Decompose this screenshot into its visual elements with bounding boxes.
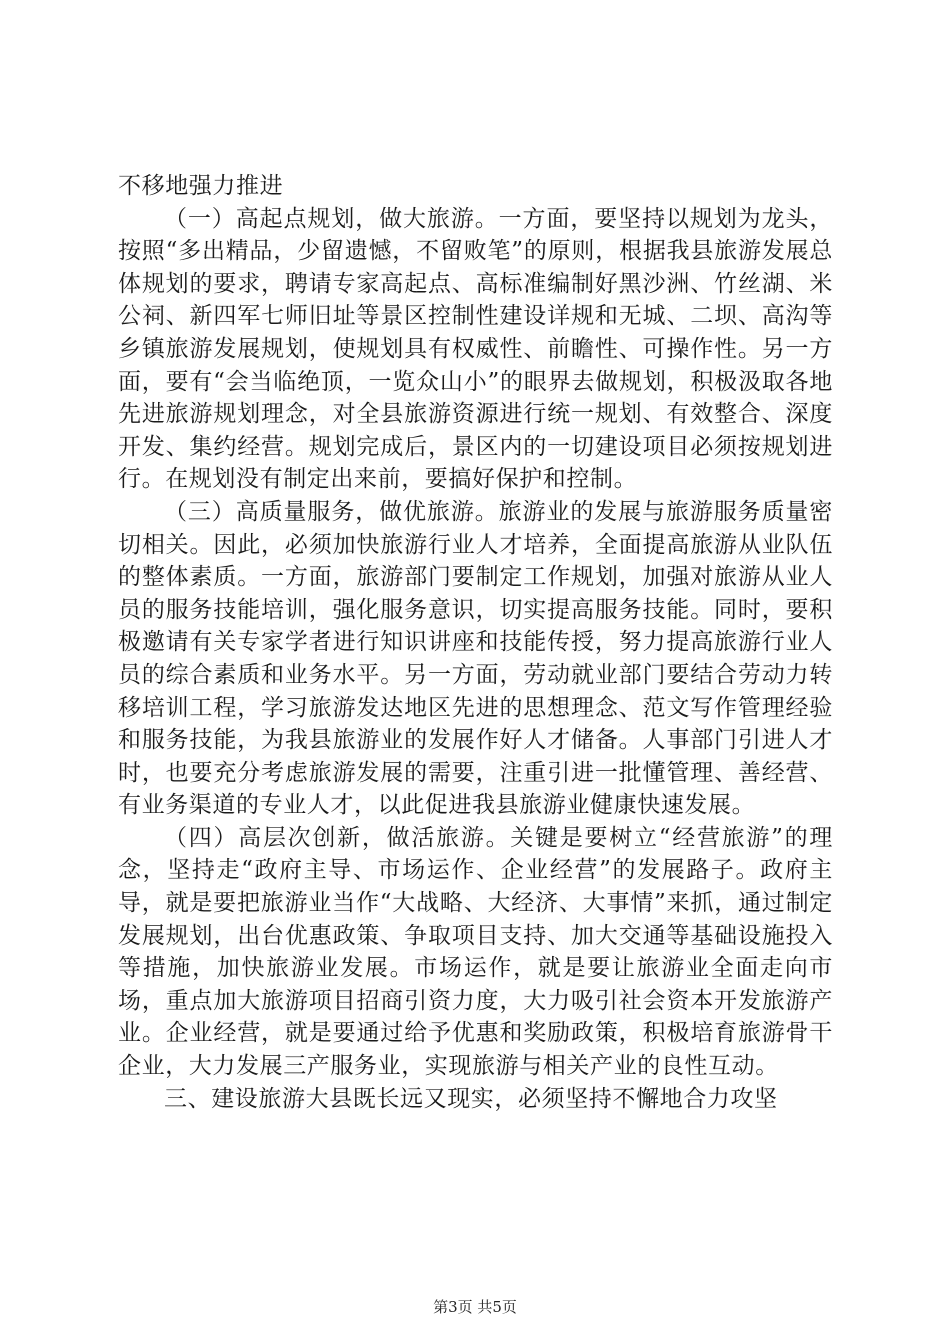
paragraph-continuation: 不移地强力推进 [118, 173, 284, 199]
paragraph-section-1: （一）高起点规划，做大旅游。一方面，要坚持以规划为龙头，按照“多出精品，少留遗憾，不留败笔”的原则，根据我县旅游发展总体规划的要求，聘请专家高起点、高标准编制好黑沙洲、竹丝湖、米公祠、新四军七师旧址等景区控制性建设详规和无城、二坝、高沟等乡镇旅游发展规划，使规划具有权威性、前瞻性、可操作性。另一方面，要有“会当临绝顶，一览众山小”的眼界去做规划，积极汲取各地先进旅游规划理念，对全县旅游资源进行统一规划、有效整合、深度开发、集约经营。规划完成后，景区内的一切建设项目必须按规划进行。在规划没有制定出来前，要搞好保护和控制。 [118, 205, 833, 493]
paragraph-section-3: （三）高质量服务，做优旅游。旅游业的发展与旅游服务质量密切相关。因此，必须加快旅游行业人才培养，全面提高旅游从业队伍的整体素质。一方面，旅游部门要制定工作规划，加强对旅游从业人员的服务技能培训，强化服务意识，切实提高服务技能。同时，要积极邀请有关专家学者进行知识讲座和技能传授，努力提高旅游行业人员的综合素质和业务水平。另一方面，劳动就业部门要结合劳动力转移培训工程，学习旅游发达地区先进的思想理念、范文写作管理经验和服务技能，为我县旅游业的发展作好人才储备。人事部门引进人才时，也要充分考虑旅游发展的需要，注重引进一批懂管理、善经营、有业务渠道的专业人才，以此促进我县旅游业健康快速发展。 [118, 498, 833, 819]
section-heading-3: 三、建设旅游大县既长远又现实，必须坚持不懈地合力攻坚 [164, 1085, 778, 1112]
page-number-label: 第3页 共5页 [433, 1298, 517, 1316]
page-footer [0, 1296, 950, 1317]
document-body [118, 170, 833, 1115]
paragraph-section-4: （四）高层次创新，做活旅游。关键是要树立“经营旅游”的理念，坚持走“政府主导、市场运作、企业经营”的发展路子。政府主导，就是要把旅游业当作“大战略、大经济、大事情”来抓，通过制定发展规划，出台优惠政策、争取项目支持、加大交通等基础设施投入等措施，加快旅游业发展。市场运作，就是要让旅游业全面走向市场，重点加大旅游项目招商引资力度，大力吸引社会资本开发旅游产业。企业经营，就是要通过给予优惠和奖励政策，积极培育旅游骨干企业，大力发展三产服务业，实现旅游与相关产业的良性互动。 [118, 824, 833, 1080]
